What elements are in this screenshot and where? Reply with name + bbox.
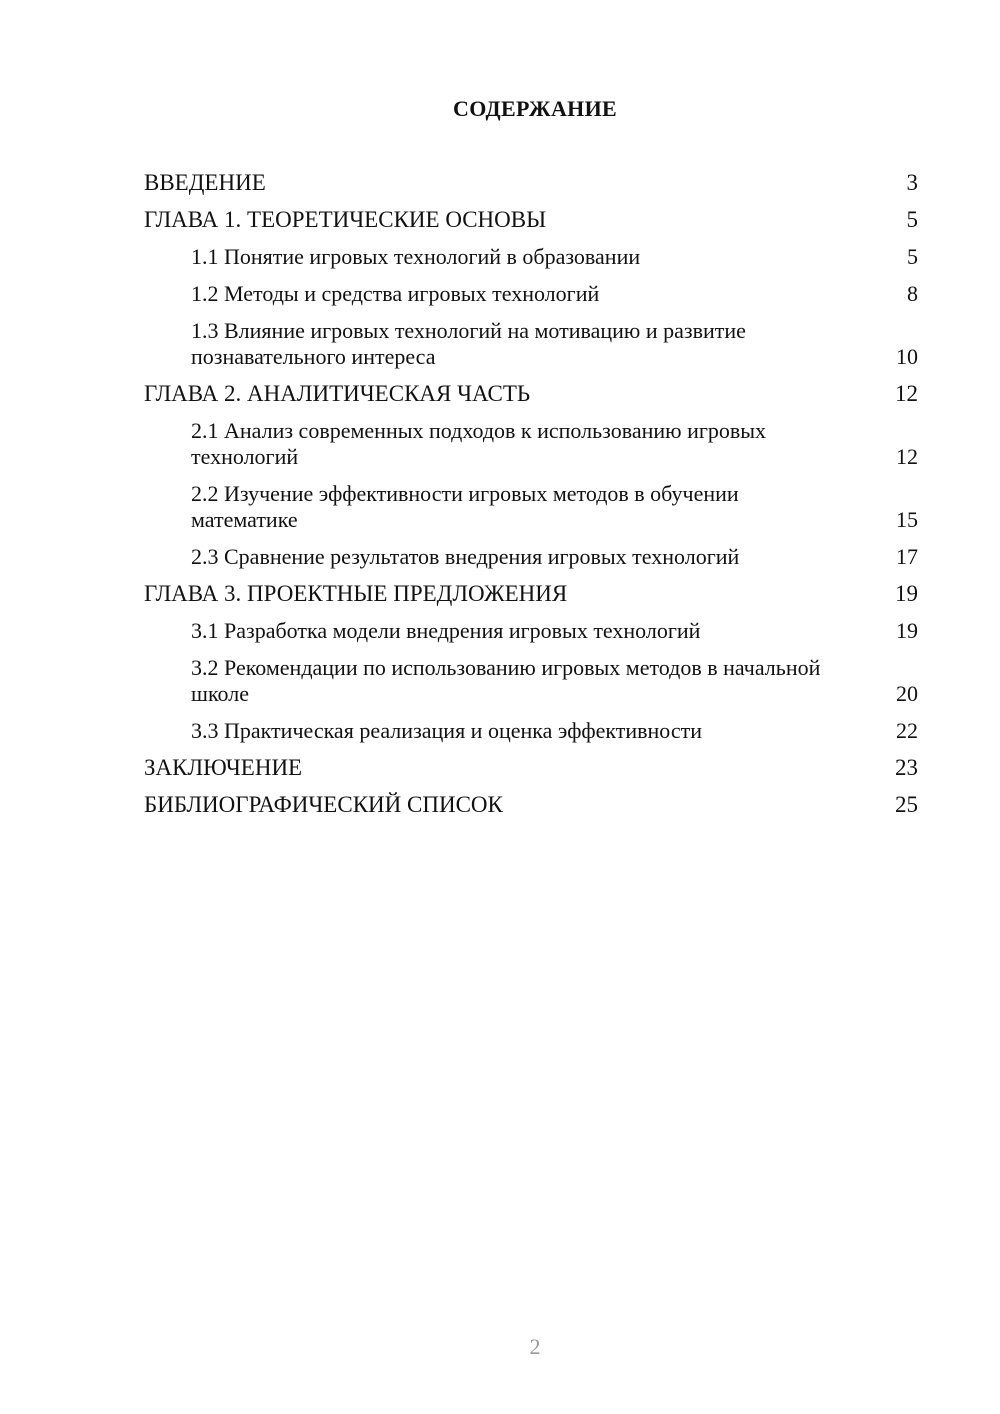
toc-entry-title: 2.3 Сравнение результатов внедрения игровых технологий [191, 544, 740, 569]
toc-entry-page: 12 [895, 381, 918, 406]
toc-entry-page: 5 [907, 244, 918, 269]
toc-entry-title: 3.3 Практическая реализация и оценка эффективности [191, 718, 702, 743]
toc-entry-page: 23 [895, 755, 918, 780]
toc-entry-title: ГЛАВА 1. ТЕОРЕТИЧЕСКИЕ ОСНОВЫ [144, 207, 547, 232]
toc-entry-page: 5 [906, 207, 918, 232]
toc-entry-title: БИБЛИОГРАФИЧЕСКИЙ СПИСОК [144, 792, 503, 817]
toc-entry-page: 8 [907, 281, 918, 306]
toc-entry-title: ГЛАВА 3. ПРОЕКТНЫЕ ПРЕДЛОЖЕНИЯ [144, 581, 568, 606]
toc-entry-page: 19 [896, 618, 918, 643]
toc-entry[interactable] [144, 618, 918, 644]
toc-entry-page: 20 [896, 681, 918, 706]
page-number: 2 [529, 1334, 541, 1359]
toc-entry-title: ЗАКЛЮЧЕНИЕ [144, 755, 303, 780]
toc-entry-title: ВВЕДЕНИЕ [144, 170, 266, 195]
table-of-contents [144, 170, 918, 829]
toc-entry[interactable] [144, 718, 918, 744]
toc-entry[interactable] [144, 418, 918, 470]
toc-entry[interactable] [144, 792, 918, 818]
toc-entry[interactable] [144, 481, 918, 533]
toc-entry-page: 15 [896, 507, 918, 532]
toc-entry-page: 12 [896, 444, 918, 469]
toc-entry[interactable] [144, 544, 918, 570]
toc-entry[interactable] [144, 581, 918, 607]
toc-entry-title: 3.2 Рекомендации по использованию игровых методов в начальной школе [191, 655, 821, 706]
toc-entry-title: 1.1 Понятие игровых технологий в образовании [191, 244, 641, 269]
toc-entry[interactable] [144, 755, 918, 781]
toc-entry-page: 19 [895, 581, 918, 606]
toc-entry-title: 1.3 Влияние игровых технологий на мотивацию и развитие познавательного интереса [191, 318, 746, 369]
toc-entry-title: 2.2 Изучение эффективности игровых методов в обучении математике [191, 481, 739, 532]
toc-entry[interactable] [144, 281, 918, 307]
toc-entry[interactable] [144, 170, 918, 196]
toc-entry-page: 25 [895, 792, 918, 817]
toc-entry[interactable] [144, 207, 918, 233]
toc-entry[interactable] [144, 655, 918, 707]
toc-entry-page: 22 [896, 718, 918, 743]
toc-entry[interactable] [144, 318, 918, 370]
page-title: СОДЕРЖАНИЕ [453, 96, 617, 121]
toc-entry-title: 1.2 Методы и средства игровых технологий [191, 281, 600, 306]
toc-entry-page: 10 [896, 344, 918, 369]
toc-entry[interactable] [144, 381, 918, 407]
toc-entry-title: 3.1 Разработка модели внедрения игровых технологий [191, 618, 701, 643]
toc-entry-page: 3 [906, 170, 918, 195]
toc-entry-title: 2.1 Анализ современных подходов к использованию игровых технологий [191, 418, 767, 469]
toc-entry-page: 17 [896, 544, 918, 569]
toc-entry-title: ГЛАВА 2. АНАЛИТИЧЕСКАЯ ЧАСТЬ [144, 381, 531, 406]
toc-entry[interactable] [144, 244, 918, 270]
